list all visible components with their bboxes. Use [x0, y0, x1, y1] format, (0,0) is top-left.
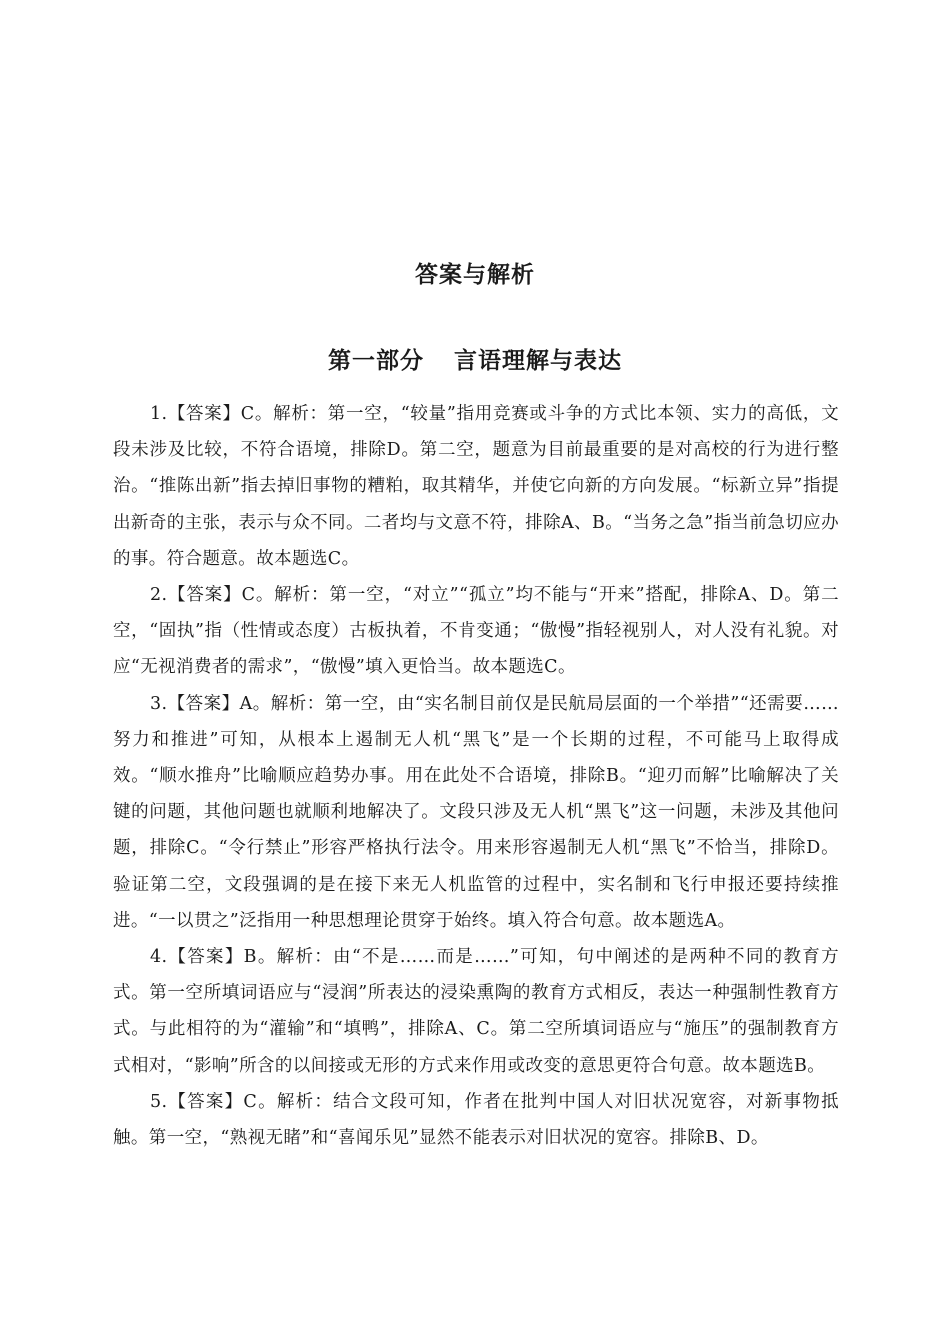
answer-number: 3.	[150, 693, 168, 714]
answer-text: 【答案】A。解析：第一空，由“实名制目前仅是民航局层面的一个举措”“还需要……努力和推进”可知，从根本上遏制无人机“黑飞”是一个长期的过程，不可能马上取得成效。“顺水推舟”比喻顺应趋势办事。用在此处不合语境，排除B。“迎刃而解”比喻解决了关键的问题，其他问题也就顺利地解决了。文段只涉及无人机“黑飞”这一问题，未涉及其他问题，排除C。“令行禁止”形容严格执行法令。用来形容遏制无人机“黑飞”不恰当，排除D。验证第二空，文段强调的是在接下来无人机监管的过程中，实名制和飞行申报还要持续推进。“一以贯之”泛指用一种思想理论贯穿于始终。填入符合句意。故本题选A。	[113, 693, 839, 931]
answer-list	[113, 396, 839, 1156]
answer-item-4	[113, 939, 839, 1084]
section-label: 第一部分	[328, 348, 424, 374]
answer-text: 【答案】C。解析：结合文段可知，作者在批判中国人对旧状况宽容，对新事物抵触。第一空，“熟视无睹”和“喜闻乐见”显然不能表示对旧状况的宽容。排除B、D。	[113, 1091, 839, 1149]
section-title	[0, 342, 950, 375]
answer-item-3	[113, 686, 839, 939]
section-name: 言语理解与表达	[454, 348, 622, 374]
answer-number: 5.	[150, 1091, 168, 1112]
answer-text: 【答案】C。解析：第一空，“对立”“孤立”均不能与“开来”搭配，排除A、D。第二空，“固执”指（性情或态度）古板执着，不肯变通；“傲慢”指轻视别人，对人没有礼貌。对应“无视消费者的需求”，“傲慢”填入更恰当。故本题选C。	[113, 585, 839, 678]
answer-number: 1.	[150, 404, 168, 424]
answer-text: 【答案】B。解析：由“不是……而是……”可知，句中阐述的是两种不同的教育方式。第一空所填词语应与“浸润”所表达的浸染熏陶的教育方式相反，表达一种强制性教育方式。与此相符的为“灌输”和“填鸭”，排除A、C。第二空所填词语应与“施压”的强制教育方式相对，“影响”所含的以间接或无形的方式来作用或改变的意思更符合句意。故本题选B。	[113, 947, 839, 1076]
answer-text: 【答案】C。解析：第一空，“较量”指用竞赛或斗争的方式比本领、实力的高低，文段未涉及比较，不符合语境，排除D。第二空，题意为目前最重要的是对高校的行为进行整治。“推陈出新”指去掉旧事物的糟粕，取其精华，并使它向新的方向发展。“标新立异”指提出新奇的主张，表示与众不同。二者均与文意不符，排除A、B。“当务之急”指当前急切应办的事。符合题意。故本题选C。	[113, 404, 839, 569]
answer-number: 2.	[150, 585, 168, 606]
answer-item-1	[113, 396, 839, 577]
answer-item-2	[113, 577, 839, 686]
answer-number: 4.	[150, 947, 168, 968]
answer-item-5	[113, 1084, 839, 1156]
document-title: 答案与解析	[415, 262, 535, 288]
